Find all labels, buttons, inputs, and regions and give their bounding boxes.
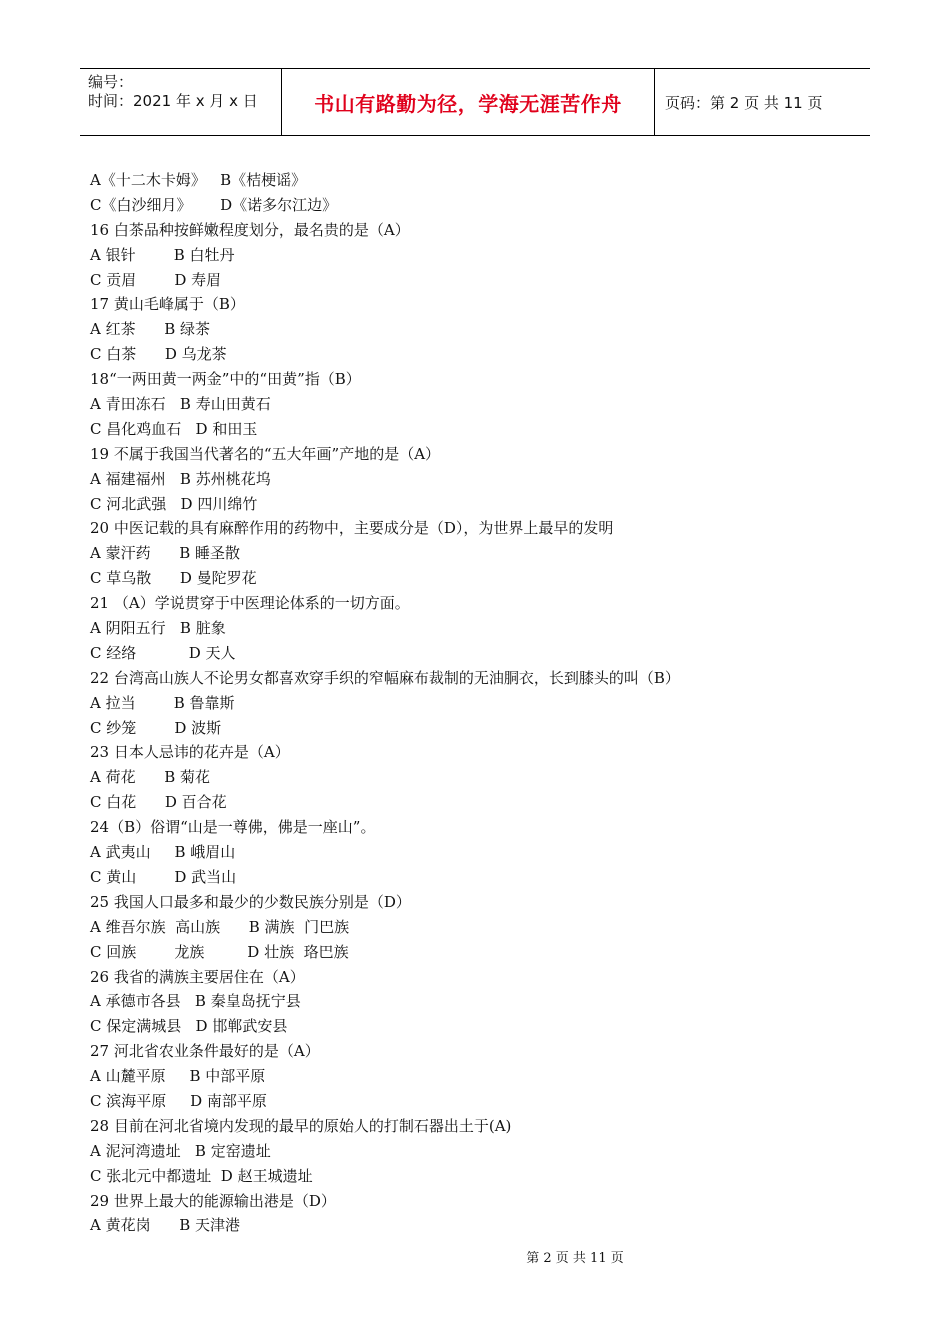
text-line: A《十二木卡姆》 B《桔梗谣》 (90, 171, 307, 189)
text-line: C 纱笼 D 波斯 (90, 718, 222, 737)
text-line: C 白茶 D 乌龙茶 (90, 345, 227, 364)
text-line: C 草乌散 D 曼陀罗花 (90, 569, 257, 588)
question-content (90, 168, 870, 1238)
text-line: C 白花 D 百合花 (90, 793, 227, 812)
text-line: A 泥河湾遗址 B 定窑遗址 (90, 1141, 271, 1160)
text-line: A 武夷山 B 峨眉山 (90, 843, 236, 862)
text-line: A 拉当 B 鲁靠斯 (90, 693, 235, 712)
text-line: C 滨海平原 D 南部平原 (90, 1091, 267, 1110)
text-line: 21 （A）学说贯穿于中医理论体系的一切方面。 (90, 594, 410, 613)
text-line: 22 台湾高山族人不论男女都喜欢穿手织的窄幅麻布裁制的无油胴衣，长到膝头的叫（B） (90, 668, 680, 687)
text-line: 27 河北省农业条件最好的是（A） (90, 1042, 320, 1061)
text-line: 29 世界上最大的能源输出港是（D） (90, 1191, 336, 1210)
text-line: 23 日本人忌讳的花卉是（A） (90, 743, 290, 762)
page-footer: 第 2 页 共 11 页 (526, 1251, 624, 1266)
text-line: A 蒙汗药 B 睡圣散 (90, 544, 241, 563)
text-line: C《白沙细月》 D《诺多尔江边》 (90, 195, 338, 214)
text-line: A 荷花 B 菊花 (90, 768, 211, 787)
text-line: A 青田冻石 B 寿山田黄石 (90, 395, 271, 414)
text-line: C 张北元中都遗址 D 赵王城遗址 (90, 1166, 313, 1185)
text-line: C 回族 龙族 D 壮族 珞巴族 (90, 942, 349, 961)
number-label: 编号： (88, 73, 134, 91)
text-line: A 阴阳五行 B 脏象 (90, 619, 226, 638)
text-line: 18“一两田黄一两金”中的“田黄”指（B） (90, 370, 361, 389)
header-meta (80, 69, 282, 135)
text-line: 20 中医记载的具有麻醉作用的药物中，主要成分是（D），为世界上最早的发明 (90, 519, 614, 538)
text-line: A 福建福州 B 苏州桃花坞 (90, 469, 271, 488)
text-line: A 承德市各县 B 秦皇岛抚宁县 (90, 992, 301, 1011)
date-label: 时间：2021 年 x 月 x 日 (88, 92, 258, 110)
text-line: 25 我国人口最多和最少的少数民族分别是（D） (90, 892, 411, 911)
text-line: 16 白茶品种按鲜嫩程度划分，最名贵的是（A） (90, 220, 410, 239)
text-line: A 红茶 B 绿茶 (90, 320, 211, 339)
page-header (80, 68, 870, 136)
text-line: C 贡眉 D 寿眉 (90, 270, 222, 289)
text-line: 19 不属于我国当代著名的“五大年画”产地的是（A） (90, 444, 441, 463)
page-indicator: 页码：第 2 页 共 11 页 (665, 93, 823, 112)
text-line: C 河北武强 D 四川绵竹 (90, 494, 258, 513)
text-line: 24（B）俗谓“山是一尊佛，佛是一座山”。 (90, 818, 376, 837)
text-line: C 经络 D 天人 (90, 643, 236, 662)
header-motto: 书山有路勤为径，学海无涯苦作舟 (282, 69, 655, 135)
text-line: 28 目前在河北省境内发现的最早的原始人的打制石器出土于(A) (90, 1116, 512, 1135)
text-line: 26 我省的满族主要居住在（A） (90, 967, 305, 986)
text-line: A 银针 B 白牡丹 (90, 245, 235, 264)
text-line: C 黄山 D 武当山 (90, 867, 237, 886)
text-line: 17 黄山毛峰属于（B） (90, 295, 245, 314)
text-line: A 黄花岗 B 天津港 (90, 1216, 241, 1235)
text-line: C 保定满城县 D 邯郸武安县 (90, 1017, 288, 1036)
text-line: A 山麓平原 B 中部平原 (90, 1067, 266, 1086)
text-line: A 维吾尔族 高山族 B 满族 门巴族 (90, 917, 350, 936)
text-line: C 昌化鸡血石 D 和田玉 (90, 419, 258, 438)
